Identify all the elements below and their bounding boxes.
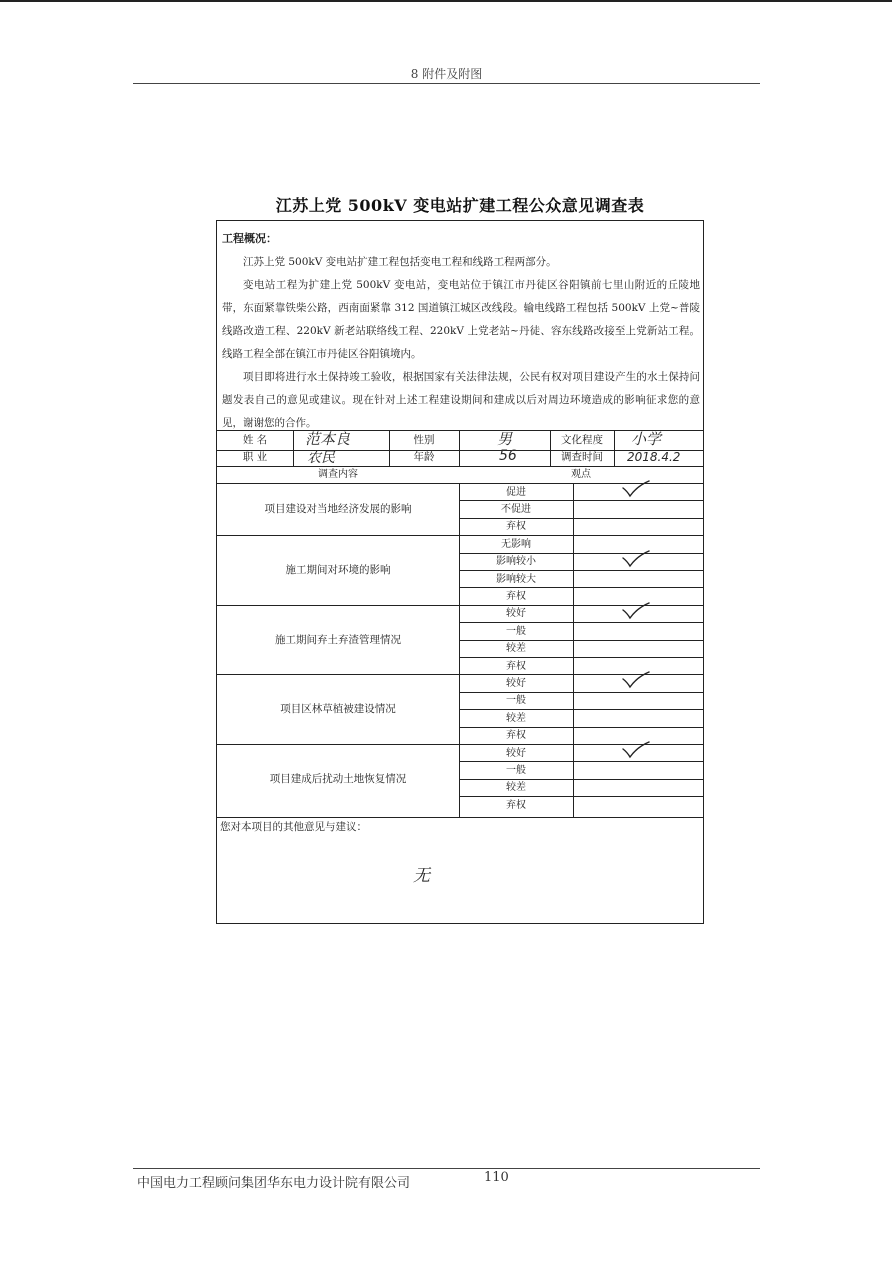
option-label: 一般 <box>506 625 526 637</box>
option-row-line <box>459 796 703 797</box>
option-row-line <box>459 657 703 658</box>
option-label: 无影响 <box>501 538 531 550</box>
option-label: 较差 <box>506 643 526 655</box>
overview-paragraph-1: 江苏上党 500kV 变电站扩建工程包括变电工程和线路工程两部分。 <box>243 256 557 268</box>
question-topic: 项目建设对当地经济发展的影响 <box>264 503 412 516</box>
header-rule <box>133 83 760 84</box>
option-label: 弃权 <box>506 799 526 811</box>
option-label: 较差 <box>506 712 526 724</box>
option-row-line <box>459 692 703 693</box>
grid-line <box>459 430 460 466</box>
option-label: 一般 <box>506 695 526 707</box>
education-label: 文化程度 <box>561 434 603 446</box>
question-topic: 施工期间弃土弃渣管理情况 <box>275 633 401 646</box>
survey-content-header: 调查内容 <box>318 469 358 480</box>
page-top-edge <box>0 0 892 2</box>
check-mark-icon <box>621 479 651 499</box>
option-row-line <box>459 518 703 519</box>
option-label: 较好 <box>506 677 526 689</box>
option-label: 影响较大 <box>496 573 536 585</box>
survey-form <box>216 220 704 924</box>
option-label: 促进 <box>506 486 526 498</box>
grid-line <box>614 430 615 466</box>
check-mark-icon <box>621 740 651 760</box>
occupation-value: 农民 <box>307 450 335 466</box>
section-header: 8 附件及附图 <box>410 67 483 81</box>
name-label: 姓 名 <box>242 434 268 446</box>
document-title: 江苏上党 500kV 变电站扩建工程公众意见调查表 <box>275 196 645 215</box>
option-label: 弃权 <box>506 660 526 672</box>
option-label: 弃权 <box>506 521 526 533</box>
option-label: 弃权 <box>506 590 526 602</box>
option-label: 不促进 <box>501 503 531 515</box>
footer-rule <box>133 1168 760 1169</box>
option-label: 较差 <box>506 782 526 794</box>
option-label: 一般 <box>506 764 526 776</box>
other-comments-answer: 无 <box>413 866 430 886</box>
date-label: 调查时间 <box>561 451 603 463</box>
question-topic: 项目区林草植被建设情况 <box>280 703 396 716</box>
age-value: 56 <box>499 448 517 464</box>
option-row-line <box>459 570 703 571</box>
option-row-line <box>459 500 703 501</box>
occupation-label: 职 业 <box>242 451 268 463</box>
gender-value: 男 <box>497 430 513 448</box>
check-mark-icon <box>621 670 651 690</box>
option-row-line <box>459 622 703 623</box>
grid-line <box>573 483 574 817</box>
question-topic: 施工期间对环境的影响 <box>285 564 391 576</box>
footer-company: 中国电力工程顾问集团华东电力设计院有限公司 <box>137 1176 411 1191</box>
project-overview <box>217 221 703 430</box>
other-comments-label: 您对本项目的其他意见与建议： <box>220 821 367 833</box>
overview-heading: 工程概况： <box>222 232 277 245</box>
option-row-line <box>459 553 703 554</box>
option-label: 较好 <box>506 747 526 759</box>
option-row-line <box>459 587 703 588</box>
question-topic: 项目建成后扰动土地恢复情况 <box>269 772 407 785</box>
option-label: 较好 <box>506 608 526 620</box>
grid-line <box>293 430 294 466</box>
gender-label: 性别 <box>413 434 435 446</box>
option-label: 弃权 <box>506 730 526 742</box>
option-row-line <box>459 779 703 780</box>
page-number: 110 <box>484 1170 509 1185</box>
survey-opinion-header: 观点 <box>571 469 591 480</box>
grid-line <box>217 817 703 818</box>
age-label: 年龄 <box>413 451 435 463</box>
overview-paragraph-2: 变电站工程为扩建上党 500kV 变电站，变电站位于镇江市丹徒区谷阳镇前七里山附近的丘陵地带，东面紧靠铁柴公路，西南面紧靠 312 国道镇江城区改线段。输电线路工程包括 500kV 上党~普陵线路改造工程、220kV 新老站联络线工程、220kV 上党老站~丹徒、容东线路改接至上党新站工程。线路工程全部在镇江市丹徒区谷阳镇境内。 <box>222 279 700 360</box>
date-value: 2018.4.2 <box>627 450 681 464</box>
option-label: 影响较小 <box>496 556 536 568</box>
education-value: 小学 <box>631 430 662 448</box>
option-row-line <box>459 640 703 641</box>
overview-paragraph-3: 项目即将进行水土保持竣工验收，根据国家有关法律法规，公民有权对项目建设产生的水土保持问题发表自己的意见或建议。现在针对上述工程建设期间和建成以后对周边环境造成的影响征求您的意见，谢谢您的合作。 <box>222 371 700 429</box>
option-row-line <box>459 761 703 762</box>
check-mark-icon <box>621 549 651 569</box>
option-row-line <box>459 709 703 710</box>
option-row-line <box>459 727 703 728</box>
check-mark-icon <box>621 601 651 621</box>
name-value: 范本良 <box>305 430 351 448</box>
